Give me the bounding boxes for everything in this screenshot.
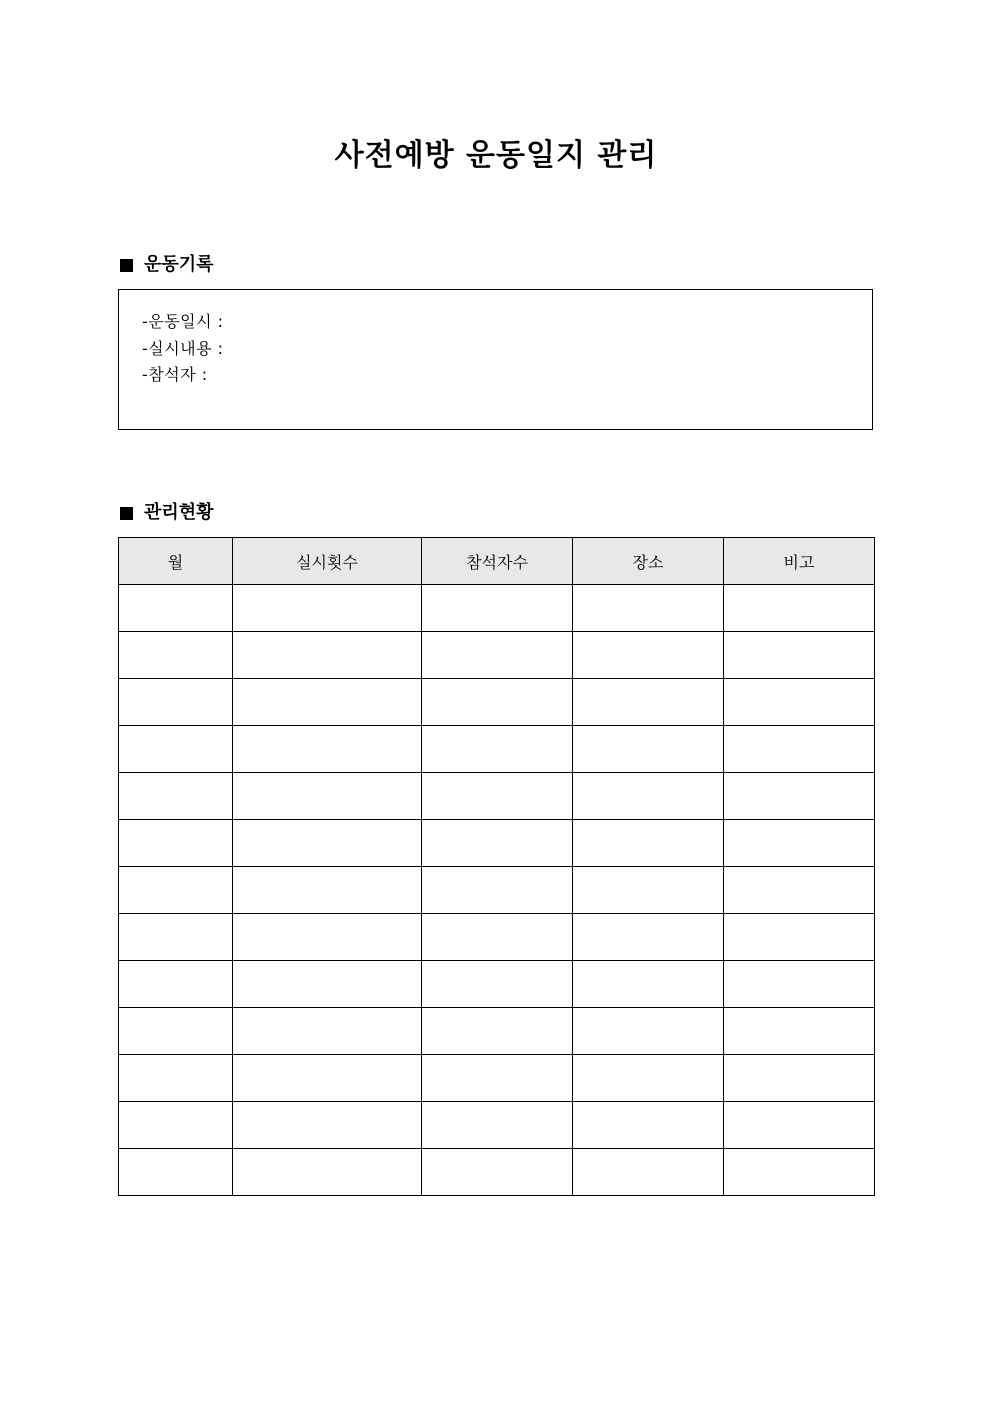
cell-attendees[interactable] — [422, 585, 573, 632]
cell-remarks[interactable] — [724, 1008, 875, 1055]
column-header-count: 실시횟수 — [233, 538, 422, 585]
cell-remarks[interactable] — [724, 914, 875, 961]
record-line-attendees: -참석자 : — [142, 365, 208, 384]
section-heading-record-label: 운동기록 — [144, 254, 214, 275]
cell-location[interactable] — [573, 914, 724, 961]
cell-attendees[interactable] — [422, 961, 573, 1008]
cell-remarks[interactable] — [724, 585, 875, 632]
table-row — [119, 1149, 875, 1196]
cell-attendees[interactable] — [422, 1055, 573, 1102]
cell-month[interactable] — [119, 820, 233, 867]
cell-count[interactable] — [233, 914, 422, 961]
cell-location[interactable] — [573, 1102, 724, 1149]
section-heading-status-label: 관리현황 — [144, 502, 214, 523]
table-row — [119, 1102, 875, 1149]
table-row — [119, 632, 875, 679]
cell-remarks[interactable] — [724, 773, 875, 820]
record-line-content: -실시내용 : — [142, 338, 224, 358]
cell-count[interactable] — [233, 1008, 422, 1055]
table-row — [119, 726, 875, 773]
cell-count[interactable] — [233, 585, 422, 632]
table-body — [119, 585, 875, 1196]
record-box[interactable] — [118, 289, 873, 430]
cell-month[interactable] — [119, 726, 233, 773]
cell-count[interactable] — [233, 820, 422, 867]
cell-remarks[interactable] — [724, 1055, 875, 1102]
status-table — [118, 537, 875, 1196]
cell-location[interactable] — [573, 1055, 724, 1102]
cell-location[interactable] — [573, 726, 724, 773]
cell-month[interactable] — [119, 773, 233, 820]
cell-location[interactable] — [573, 632, 724, 679]
cell-remarks[interactable] — [724, 867, 875, 914]
cell-location[interactable] — [573, 961, 724, 1008]
cell-count[interactable] — [233, 867, 422, 914]
cell-attendees[interactable] — [422, 726, 573, 773]
cell-location[interactable] — [573, 1149, 724, 1196]
table-row — [119, 585, 875, 632]
cell-month[interactable] — [119, 867, 233, 914]
cell-count[interactable] — [233, 1055, 422, 1102]
cell-month[interactable] — [119, 1055, 233, 1102]
table-row — [119, 820, 875, 867]
cell-month[interactable] — [119, 961, 233, 1008]
cell-month[interactable] — [119, 679, 233, 726]
column-header-location: 장소 — [573, 538, 724, 585]
cell-location[interactable] — [573, 679, 724, 726]
cell-remarks[interactable] — [724, 632, 875, 679]
cell-attendees[interactable] — [422, 773, 573, 820]
section-heading-record — [118, 253, 214, 277]
cell-attendees[interactable] — [422, 679, 573, 726]
cell-location[interactable] — [573, 773, 724, 820]
cell-attendees[interactable] — [422, 1008, 573, 1055]
table-row — [119, 1008, 875, 1055]
cell-count[interactable] — [233, 961, 422, 1008]
cell-month[interactable] — [119, 1008, 233, 1055]
cell-attendees[interactable] — [422, 1102, 573, 1149]
cell-month[interactable] — [119, 1102, 233, 1149]
square-bullet-icon — [120, 507, 133, 520]
section-heading-status — [118, 501, 214, 525]
cell-month[interactable] — [119, 914, 233, 961]
cell-count[interactable] — [233, 1149, 422, 1196]
table-header-row — [119, 538, 875, 585]
cell-month[interactable] — [119, 1149, 233, 1196]
cell-count[interactable] — [233, 773, 422, 820]
page-title: 사전예방 운동일지 관리 — [334, 138, 658, 173]
column-header-attendees: 참석자수 — [422, 538, 573, 585]
cell-attendees[interactable] — [422, 867, 573, 914]
cell-attendees[interactable] — [422, 632, 573, 679]
cell-remarks[interactable] — [724, 820, 875, 867]
cell-month[interactable] — [119, 632, 233, 679]
cell-count[interactable] — [233, 632, 422, 679]
cell-location[interactable] — [573, 820, 724, 867]
cell-month[interactable] — [119, 585, 233, 632]
cell-remarks[interactable] — [724, 961, 875, 1008]
cell-attendees[interactable] — [422, 820, 573, 867]
cell-remarks[interactable] — [724, 1149, 875, 1196]
record-line-datetime: -운동일시 : — [142, 312, 224, 331]
cell-count[interactable] — [233, 1102, 422, 1149]
cell-attendees[interactable] — [422, 914, 573, 961]
cell-location[interactable] — [573, 1008, 724, 1055]
cell-remarks[interactable] — [724, 679, 875, 726]
square-bullet-icon — [120, 259, 133, 272]
cell-remarks[interactable] — [724, 726, 875, 773]
table-row — [119, 1055, 875, 1102]
cell-attendees[interactable] — [422, 1149, 573, 1196]
cell-location[interactable] — [573, 867, 724, 914]
cell-count[interactable] — [233, 679, 422, 726]
cell-remarks[interactable] — [724, 1102, 875, 1149]
table-row — [119, 961, 875, 1008]
cell-location[interactable] — [573, 585, 724, 632]
column-header-remarks: 비고 — [724, 538, 875, 585]
table-row — [119, 773, 875, 820]
column-header-month: 월 — [119, 538, 233, 585]
cell-count[interactable] — [233, 726, 422, 773]
table-row — [119, 679, 875, 726]
table-row — [119, 867, 875, 914]
table-row — [119, 914, 875, 961]
